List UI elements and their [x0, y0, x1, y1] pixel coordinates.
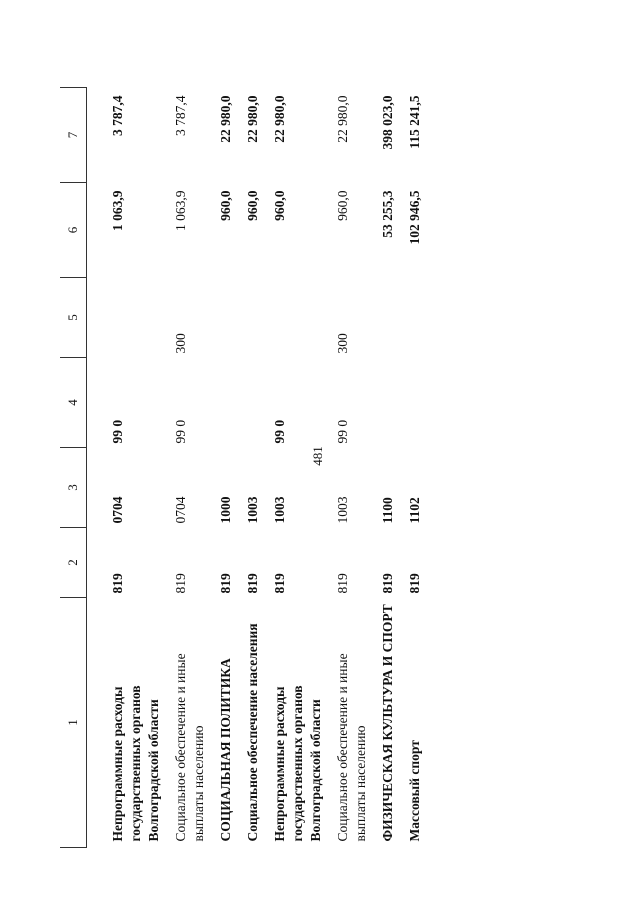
row-total-cell: 3 787,4 — [110, 95, 125, 136]
table-row — [330, 88, 375, 848]
row-amount-cell: 960,0 — [272, 190, 287, 221]
row-target-cell — [402, 358, 429, 448]
table-row — [267, 88, 330, 848]
row-total-cell: 115 241,5 — [407, 95, 422, 149]
row-code-cell: 819 — [407, 573, 422, 594]
row-code-cell: 819 — [380, 573, 395, 594]
row-amount-cell: 53 255,3 — [380, 190, 395, 238]
table-row — [87, 88, 169, 848]
row-code-cell: 819 — [245, 573, 260, 594]
page-number: 481 — [310, 446, 325, 466]
row-total-cell: 22 980,0 — [272, 95, 287, 143]
row-section-cell: 1003 — [335, 496, 350, 524]
column-header-7: 7 — [60, 88, 87, 183]
row-section-cell: 1003 — [272, 496, 287, 524]
row-type-cell: 300 — [173, 333, 188, 354]
row-type-cell — [240, 278, 267, 358]
row-name-cell: СОЦИАЛЬНАЯ ПОЛИТИКА — [218, 658, 233, 842]
header-row — [60, 88, 87, 848]
row-section-cell: 0704 — [173, 496, 188, 524]
row-type-cell — [375, 278, 402, 358]
row-total-cell: 3 787,4 — [173, 95, 188, 136]
row-name-cell: Непрограммные расходы государственных органов Волгоградской области — [110, 685, 161, 842]
row-target-cell: 99 0 — [110, 419, 125, 444]
row-type-cell — [213, 278, 240, 358]
row-target-cell: 99 0 — [173, 419, 188, 444]
row-code-cell: 819 — [110, 573, 125, 594]
row-amount-cell: 1 063,9 — [173, 190, 188, 231]
row-section-cell: 1000 — [218, 496, 233, 524]
row-name-cell: ФИЗИЧЕСКАЯ КУЛЬТУРА И СПОРТ — [380, 604, 395, 842]
row-name-cell: Социальное обеспечение и иные выплаты населению — [335, 653, 368, 842]
column-header-6: 6 — [60, 183, 87, 278]
row-total-cell: 398 023,0 — [380, 95, 395, 150]
row-section-cell: 1003 — [245, 496, 260, 524]
row-total-cell: 22 980,0 — [335, 95, 350, 143]
column-header-2: 2 — [60, 528, 87, 598]
row-code-cell: 819 — [173, 573, 188, 594]
row-type-cell — [87, 278, 169, 358]
row-code-cell: 819 — [218, 573, 233, 594]
row-amount-cell: 960,0 — [218, 190, 233, 221]
row-code-cell: 819 — [272, 573, 287, 594]
row-amount-cell: 960,0 — [335, 190, 350, 221]
row-amount-cell: 1 063,9 — [110, 190, 125, 231]
row-target-cell — [240, 358, 267, 448]
column-header-3: 3 — [60, 448, 87, 528]
row-amount-cell: 960,0 — [245, 190, 260, 221]
row-name-cell: Массовый спорт — [407, 740, 422, 842]
table-row — [240, 88, 267, 848]
table-row — [375, 88, 402, 848]
row-total-cell: 22 980,0 — [218, 95, 233, 143]
row-type-cell — [267, 278, 330, 358]
table-row — [402, 88, 429, 848]
column-header-4: 4 — [60, 358, 87, 448]
rotated-table-wrapper — [60, 88, 500, 848]
row-target-cell — [375, 358, 402, 448]
row-name-cell: Непрограммные расходы государственных органов Волгоградской области — [272, 685, 323, 842]
table-row — [168, 88, 213, 848]
row-code-cell: 819 — [335, 573, 350, 594]
row-name-cell: Социальное обеспечение населения — [245, 623, 260, 842]
column-header-5: 5 — [60, 278, 87, 358]
row-target-cell — [213, 358, 240, 448]
row-type-cell: 300 — [335, 333, 350, 354]
row-section-cell: 1100 — [380, 497, 395, 524]
budget-table — [60, 87, 429, 848]
row-total-cell: 22 980,0 — [245, 95, 260, 143]
row-section-cell: 0704 — [110, 496, 125, 524]
row-target-cell: 99 0 — [335, 419, 350, 444]
row-amount-cell: 102 946,5 — [407, 190, 422, 245]
row-type-cell — [402, 278, 429, 358]
table-row — [213, 88, 240, 848]
row-name-cell: Социальное обеспечение и иные выплаты населению — [173, 653, 206, 842]
row-target-cell: 99 0 — [272, 419, 287, 444]
column-header-1: 1 — [60, 598, 87, 848]
row-section-cell: 1102 — [407, 497, 422, 524]
